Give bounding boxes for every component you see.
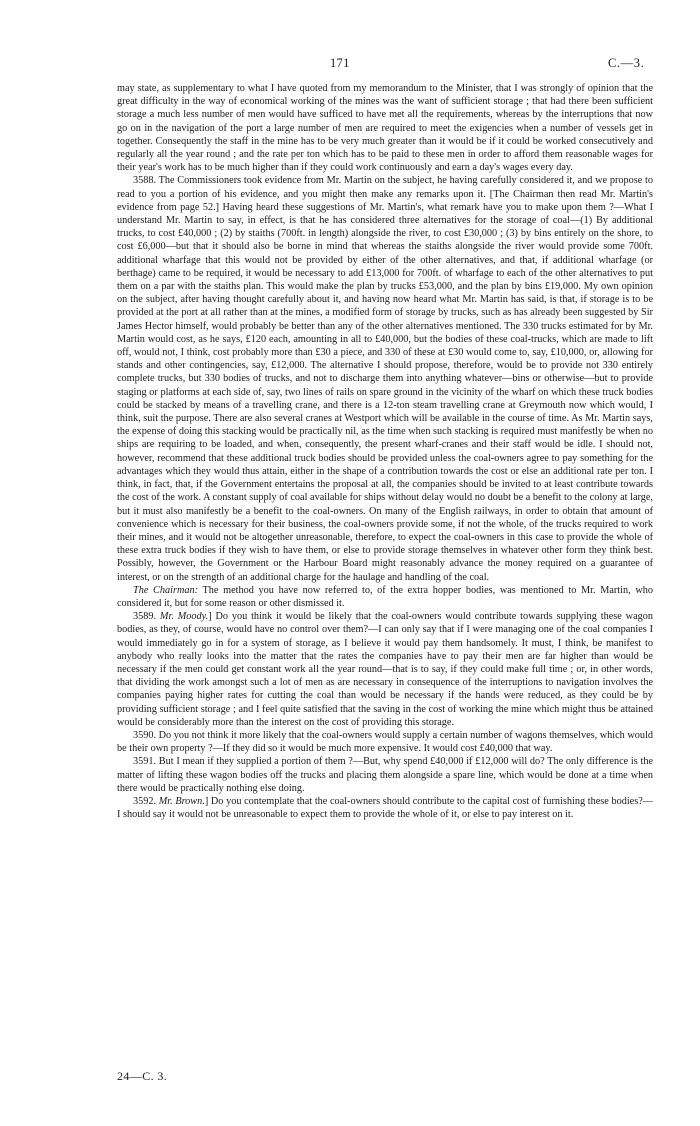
signature-mark: 24—C. 3. (117, 1069, 168, 1083)
paragraph-3589 (117, 610, 653, 729)
speaker-chairman: The Chairman: (133, 584, 199, 596)
paragraph-chairman (117, 584, 653, 610)
paragraph-3590: 3590. Do you not think it more likely that the coal-owners would supply a certain number of wagons themselves, which would be their own property ?—If they did so it would be much more expensive. It would cost £40,000 that way. (117, 729, 653, 755)
document-reference: C.—3. (608, 56, 645, 70)
paragraph-3591: 3591. But I mean if they supplied a portion of them ?—But, why spend £40,000 if £12,000 will do? The only difference is the matter of lifting these wagon bodies off the trucks and placing them alongside a spare line, which would be done at a time when there would be practically nothing else doing. (117, 756, 653, 794)
speaker-moody: Mr. Moody. (159, 611, 209, 623)
question-number-3592: 3592. (133, 795, 159, 807)
document-body (117, 82, 653, 821)
paragraph-continuation: may state, as supplementary to what I have quoted from my memorandum to the Minister, that I was strongly of opinion that the great difficulty in the way of economical working of the mines was the want of sufficient storage ; that had there been sufficient storage a much less number of men would have sufficed to have met all the requirements, whereas by the interruptions that now go on in the navigation of the port a large number of men are required to meet the exigencies when a number of vessels get in together. Consequently the staff in the mine has to be very much greater than it would be if it could be worked consecutively and regularly all the year round ; and the rate per ton which has to be paid to these men in order to afford them reasonable wages for their year's work has to be much higher than if they could work continuously and earn a day's wages every day. (117, 83, 653, 174)
paragraph-3592-text: ] Do you contemplate that the coal-owners should contribute to the capital cost of furnishing these bodies?—I should say it would not be unreasonable to expect them to provide the whole of it, or else to pay interest on it. (117, 795, 654, 821)
speaker-brown: Mr. Brown. (158, 795, 205, 807)
question-number-3589: 3589. (133, 611, 160, 623)
page-number: 171 (330, 56, 350, 70)
paragraph-3589-text: ] Do you think it would be likely that the coal-owners would contribute towards supplying these wagon bodies, as they, of course, would have no control over them?—I can only say that if I were managing one of the coal companies I would immediately go in for a system of storage, as I believe it would pay them handsomely. It must, I think, be manifest to anybody who really looks into the matter that the rates the companies have to pay their men are far higher than would be necessary if the men could get constant work all the year round—that is to say, if they could make full time ; or, in other words, that dividing the work amongst such a lot of men as are necessary in consequence of the interruptions to navigation involves the companies paying higher rates for cutting the coal than would be necessary if the hands were reduced, as they could be by providing sufficient storage ; and I feel quite satisfied that the saving in the cost of working the mine which might thus be attained would be considerably more than the interest on the cost of providing this storage. (117, 611, 654, 728)
chairman-text: The method you have now referred to, of the extra hopper bodies, was mentioned to Mr. Martin, who considered it, but for some reason or other dismissed it. (117, 584, 653, 609)
paragraph-3588: 3588. The Commissioners took evidence from Mr. Martin on the subject, he having carefully considered it, and we propose to read to you a portion of his evidence, and you might then make any remarks upon it. [The Chairman then read Mr. Martin's evidence from page 52.] Having heard these suggestions of Mr. Martin's, what remark have you to make upon them ?—What I understand Mr. Martin to say, in effect, is that he has considered three alternatives for the storage of coal—(1) By additional trucks, to cost £40,000 ; (2) by staiths (700ft. in length) alongside the river, to cost £30,000 ; (3) by bins entirely on the shore, to cost £6,000—but that it should also be borne in mind that whereas the staiths alongside the river would provide some 700ft. additional wharfage that this would not be provided by either of the other alternatives, and that, if additional wharfage (or berthage) came to be required, it would be necessary to add £13,000 for 700ft. of wharfage to each of the other alternatives to put them on a par with the staiths plan. This would make the plan by trucks £53,000, and the plan by bins £19,000. My own opinion on the subject, after having thought carefully about it, and having now heard what Mr. Martin has said, is that, if storage is to be provided at the port at all rather than at the mines, a modified form of storage by trucks, such as has already been suggested by Sir James Hector himself, would probably be better than any of the other alternatives mentioned. The 330 trucks estimated for by Mr. Martin would cost, as he says, £120 each, amounting in all to £40,000, but the bodies of these coal-trucks, which are made to lift off, would not, I think, cost probably more than £30 a piece, and 330 of these at £30 would come to, say, £10,000, or, allowing for stands and other contingencies, say, £12,000. The alternative I should propose, therefore, would be to provide not 330 entirely complete trucks, but 330 bodies of trucks, and not to discharge them into anything whatever—bins or otherwise—but to provide staging or platforms at each side of, say, two lines of rails on spare ground in the vicinity of the wharf on which these truck bodies could be stacked by means of a travelling crane, and there is a 12-ton steam travelling crane at Greymouth now which would, I think, suit the purpose. There are also several cranes at Westport which will be available in the course of time. As Mr. Martin says, the expense of doing this stacking would be practically nil, as the time when such stacking is required must manifestly be when no ships are requiring to be loaded, and when, consequently, the present wharf-cranes and their staff would be idle. I should not, however, recommend that these additional truck bodies should be provided unless the coal-owners agree to pay something for the advantages which they would thus attain, either in the shape of a contribution towards the cost or else an additional rate per ton. I think, in fact, that, if the Government entertains the proposal at all, the companies should be invited to at least contribute towards the cost of the work. A constant supply of coal available for ships without delay would no doubt be a benefit to the colony at large, but it must also manifestly be a benefit to the coal-owners. On many of the English railways, in order to obtain that amount of convenience which is necessary for their business, the coal-owners provide some, if not the whole, of the trucks required to work their mines, and it would not be altogether unreasonable, therefore, to expect the coal-owners in this case to provide the whole of these extra truck bodies if they wish to have them, or else to provide storage themselves in whatever other form they think best. Possibly, however, the Government or the Harbour Board might reasonably advance the money required on a guarantee of interest, or on the strength of an additional charge for the haulage and handling of the coal. (117, 175, 653, 583)
paragraph-3592 (117, 795, 653, 821)
